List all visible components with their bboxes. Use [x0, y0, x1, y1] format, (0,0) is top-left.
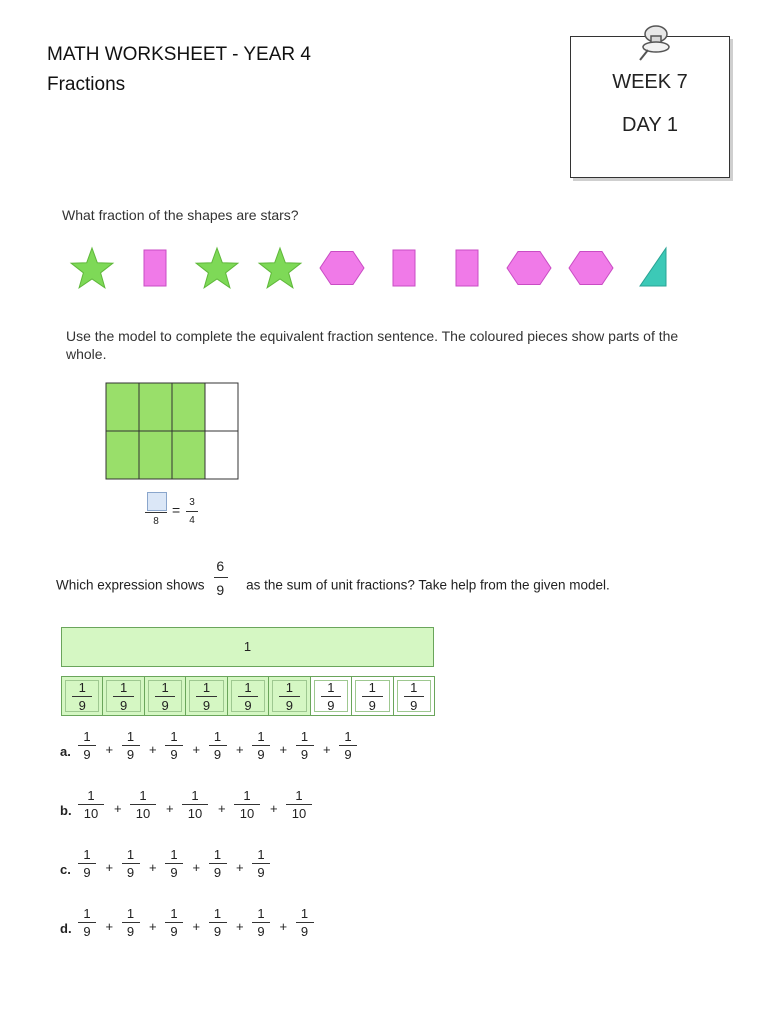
- denominator: 9: [83, 865, 91, 880]
- fraction-bar: [122, 922, 140, 923]
- denominator: 9: [170, 865, 178, 880]
- fraction-bar: [286, 804, 312, 805]
- hexagon-icon: [320, 252, 364, 285]
- unit-fraction-cell: [311, 677, 352, 715]
- unit-fraction: [186, 681, 226, 712]
- numerator: 1: [170, 906, 178, 921]
- plus-sign: +: [279, 742, 288, 757]
- denominator: 10: [135, 806, 151, 821]
- denominator: 10: [187, 806, 203, 821]
- grid-cell-shaded: [172, 431, 205, 479]
- option-fraction: [209, 730, 227, 761]
- fraction-bar: [252, 863, 270, 864]
- denominator: 9: [170, 747, 178, 762]
- hexagon-icon: [507, 252, 551, 285]
- numerator: 1: [368, 680, 376, 695]
- denominator: 10: [239, 806, 255, 821]
- fraction-bar: [296, 922, 314, 923]
- numerator: 1: [344, 729, 352, 744]
- option-fraction: [122, 848, 140, 879]
- numerator: 1: [139, 788, 147, 803]
- fraction-bar: [214, 577, 228, 578]
- denominator: 9: [213, 865, 222, 880]
- option-fraction: [252, 730, 270, 761]
- question-2-text: Use the model to complete the equivalent fraction sentence. The coloured pieces show parts of the whole.: [66, 328, 679, 362]
- fraction-bar: [209, 863, 227, 864]
- numerator: 1: [213, 847, 222, 862]
- target-numerator: 6: [216, 558, 225, 574]
- unit-fraction: [62, 681, 102, 712]
- option-fraction: [252, 848, 270, 879]
- plus-sign: +: [218, 801, 226, 816]
- unit-fraction-cell: [103, 677, 144, 715]
- option-fraction: [339, 730, 357, 761]
- question-1-text: What fraction of the shapes are stars?: [62, 207, 299, 223]
- pushpin-icon: [634, 22, 674, 64]
- numerator: 1: [126, 906, 135, 921]
- denominator: 9: [126, 865, 135, 880]
- blank-denominator: 8: [153, 516, 159, 527]
- denominator: 9: [213, 924, 222, 939]
- numerator: 1: [213, 906, 222, 921]
- fraction-bar: [145, 512, 167, 513]
- whole-bar: 1: [61, 627, 434, 667]
- denominator: 10: [291, 806, 307, 821]
- plus-sign: +: [105, 742, 114, 757]
- numerator: 1: [213, 729, 222, 744]
- plus-sign: +: [192, 742, 201, 757]
- answer-option[interactable]: [60, 907, 380, 957]
- fraction-bar: [279, 696, 299, 697]
- denominator: 9: [126, 747, 135, 762]
- fraction-grid-model: [105, 382, 239, 480]
- unit-fraction-bar: [61, 676, 435, 716]
- denominator: 9: [285, 698, 294, 713]
- hexagon-icon: [569, 252, 613, 285]
- denominator: 9: [120, 698, 128, 713]
- fraction-bar: [209, 745, 227, 746]
- option-fraction: [165, 907, 183, 938]
- numerator: 1: [78, 680, 86, 695]
- denominator: 9: [257, 747, 265, 762]
- fraction-bar: [165, 863, 183, 864]
- equivalent-fraction-sentence: [145, 492, 205, 532]
- numerator: 1: [257, 906, 265, 921]
- numerator: 1: [161, 680, 169, 695]
- plus-sign: +: [149, 860, 157, 875]
- rhs-denominator: 4: [189, 515, 195, 526]
- denominator: 9: [170, 924, 178, 939]
- answer-option[interactable]: [60, 789, 380, 839]
- denominator: 9: [213, 747, 222, 762]
- numerator: 1: [170, 729, 178, 744]
- option-fraction: [296, 907, 314, 938]
- numerator: 1: [300, 906, 309, 921]
- fraction-bar: [78, 922, 96, 923]
- numerator: 1: [243, 788, 251, 803]
- option-fraction: [209, 848, 227, 879]
- star-icon: [71, 248, 113, 288]
- fraction-bar: [122, 745, 140, 746]
- numerator: 1: [83, 729, 91, 744]
- plus-sign: +: [114, 801, 122, 816]
- plus-sign: +: [149, 742, 157, 757]
- denominator: 9: [257, 924, 265, 939]
- question-3-text-before: Which expression shows: [56, 577, 205, 593]
- numerator: 1: [327, 680, 335, 695]
- option-fraction: [122, 730, 140, 761]
- unit-fraction: [394, 681, 434, 712]
- shapes-row: [62, 242, 682, 298]
- unit-fraction-cell: [352, 677, 393, 715]
- numerator: 1: [410, 680, 418, 695]
- denominator: 9: [410, 698, 418, 713]
- fraction-bar: [155, 696, 175, 697]
- plus-sign: +: [192, 860, 201, 875]
- target-fraction: [208, 558, 242, 606]
- option-fraction: [182, 789, 208, 820]
- answer-option[interactable]: [60, 848, 380, 898]
- grid-cell-shaded: [172, 383, 205, 431]
- rectangle-icon: [144, 250, 166, 286]
- grid-cell-shaded: [139, 383, 172, 431]
- fraction-bar: [78, 804, 104, 805]
- answer-blank-box[interactable]: [147, 492, 167, 511]
- grid-cell-empty: [205, 383, 238, 431]
- grid-cell-empty: [205, 431, 238, 479]
- numerator: 1: [126, 729, 135, 744]
- fraction-bar: [339, 745, 357, 746]
- fraction-bar: [78, 863, 96, 864]
- numerator: 1: [202, 680, 211, 695]
- fraction-bar: [72, 696, 92, 697]
- denominator: 9: [126, 924, 135, 939]
- worksheet-title: MATH WORKSHEET - YEAR 4: [47, 44, 311, 65]
- denominator: 9: [244, 698, 252, 713]
- fraction-bar: [130, 804, 156, 805]
- option-fraction: [78, 848, 96, 879]
- unit-fraction: [145, 681, 185, 712]
- fraction-bar: [252, 745, 270, 746]
- option-fraction: [78, 789, 104, 820]
- unit-fraction: [311, 681, 351, 712]
- numerator: 1: [126, 847, 135, 862]
- option-fraction: [165, 848, 183, 879]
- denominator: 9: [368, 698, 376, 713]
- note-week: WEEK 7: [612, 71, 688, 93]
- option-fraction: [165, 730, 183, 761]
- plus-sign: +: [105, 919, 114, 934]
- option-fraction: [130, 789, 156, 820]
- option-label: b.: [60, 803, 72, 818]
- numerator: 1: [285, 680, 294, 695]
- denominator: 10: [83, 806, 99, 821]
- numerator: 1: [295, 788, 303, 803]
- fraction-bar: [165, 922, 183, 923]
- numerator: 1: [257, 847, 265, 862]
- numerator: 1: [170, 847, 178, 862]
- question-3-text: [56, 558, 610, 606]
- target-denominator: 9: [216, 582, 225, 598]
- plus-sign: +: [105, 860, 114, 875]
- numerator: 1: [83, 906, 91, 921]
- worksheet-subtitle: Fractions: [47, 74, 126, 95]
- fraction-bar: [296, 745, 314, 746]
- denominator: 9: [83, 924, 91, 939]
- fraction-bar: [196, 696, 216, 697]
- grid-cell-shaded: [106, 383, 139, 431]
- option-fraction: [209, 907, 227, 938]
- unit-fraction-cell: [394, 677, 434, 715]
- denominator: 9: [300, 924, 309, 939]
- triangle-icon: [640, 248, 666, 286]
- option-label: d.: [60, 921, 72, 936]
- denominator: 9: [202, 698, 211, 713]
- numerator: 1: [257, 729, 265, 744]
- rectangle-icon: [393, 250, 415, 286]
- plus-sign: +: [323, 742, 331, 757]
- plus-sign: +: [149, 919, 157, 934]
- fraction-bar: [165, 745, 183, 746]
- numerator: 1: [300, 729, 309, 744]
- fraction-bar: [362, 696, 382, 697]
- answer-option[interactable]: [60, 730, 380, 780]
- star-icon: [196, 248, 238, 288]
- option-fraction: [234, 789, 260, 820]
- denominator: 9: [344, 747, 352, 762]
- fraction-bar: [78, 745, 96, 746]
- fraction-bar: [234, 804, 260, 805]
- fraction-bar: [238, 696, 258, 697]
- unit-fraction-cell: [228, 677, 269, 715]
- fraction-bar: [321, 696, 341, 697]
- numerator: 1: [83, 847, 91, 862]
- option-label: c.: [60, 862, 71, 877]
- fraction-bar: [186, 511, 198, 512]
- rectangle-icon: [456, 250, 478, 286]
- star-icon: [259, 248, 301, 288]
- unit-fraction: [269, 681, 309, 712]
- numerator: 1: [191, 788, 199, 803]
- denominator: 9: [83, 747, 91, 762]
- question-3-text-after: as the sum of unit fractions? Take help from the given model.: [246, 577, 610, 593]
- unit-fraction-cell: [269, 677, 310, 715]
- plus-sign: +: [270, 801, 278, 816]
- equals-sign: =: [172, 502, 181, 518]
- option-fraction: [78, 730, 96, 761]
- denominator: 9: [300, 747, 309, 762]
- option-fraction: [122, 907, 140, 938]
- denominator: 9: [257, 865, 265, 880]
- plus-sign: +: [236, 742, 244, 757]
- numerator: 1: [244, 680, 252, 695]
- grid-cell-shaded: [139, 431, 172, 479]
- unit-fraction-cell: [186, 677, 227, 715]
- option-fraction: [78, 907, 96, 938]
- fraction-bar: [122, 863, 140, 864]
- option-fraction: [286, 789, 312, 820]
- numerator: 1: [120, 680, 128, 695]
- plus-sign: +: [236, 860, 244, 875]
- note-day: DAY 1: [622, 114, 678, 136]
- unit-fraction: [352, 681, 392, 712]
- plus-sign: +: [279, 919, 288, 934]
- option-fraction: [296, 730, 314, 761]
- rhs-numerator: 3: [189, 497, 195, 508]
- fraction-bar: [252, 922, 270, 923]
- denominator: 9: [327, 698, 335, 713]
- denominator: 9: [161, 698, 169, 713]
- fraction-bar: [182, 804, 208, 805]
- unit-fraction: [228, 681, 268, 712]
- unit-fraction-cell: [145, 677, 186, 715]
- option-fraction: [252, 907, 270, 938]
- unit-fraction-cell: [62, 677, 103, 715]
- unit-fraction: [103, 681, 143, 712]
- fraction-bar: [404, 696, 424, 697]
- fraction-bar: [209, 922, 227, 923]
- option-label: a.: [60, 744, 71, 759]
- denominator: 9: [78, 698, 86, 713]
- plus-sign: +: [166, 801, 174, 816]
- numerator: 1: [87, 788, 95, 803]
- plus-sign: +: [236, 919, 244, 934]
- fraction-bar: [113, 696, 133, 697]
- plus-sign: +: [192, 919, 201, 934]
- grid-cell-shaded: [106, 431, 139, 479]
